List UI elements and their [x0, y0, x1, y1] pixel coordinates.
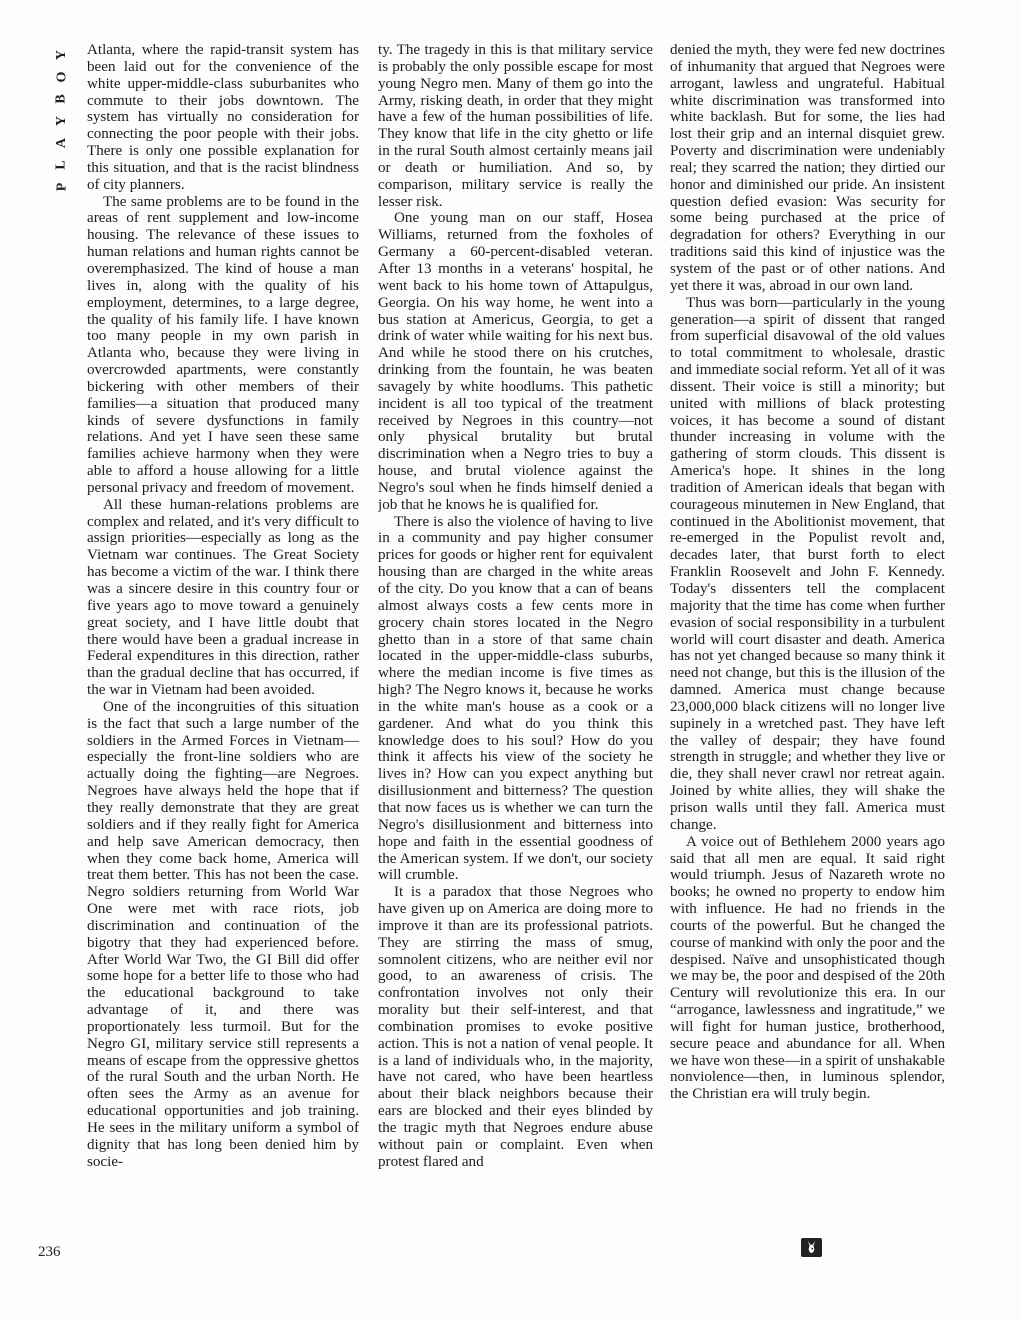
paragraph: A voice out of Bethlehem 2000 years ago said that all men are equal. It said right would triumph. Jesus of Nazareth wrote no books; he owned no property to endow him with influence. He had no friends in the courts of the powerful. But he changed the course of mankind with only the poor and the despised. Naïve and unsophisticated though we may be, the poor and despised of the 20th Century will revolutionize this era. In our “arrogance, lawlessness and ingratitude,” we will fight for human justice, brotherhood, secure peace and abundance for all. When we have won these—in a spirit of unshakable nonviolence—then, in luminous splendor, the Christian era will truly begin.	[670, 833, 945, 1103]
paragraph: It is a paradox that those Negroes who have given up on America are doing more to improve it than are its professional patriots. They are stirring the mass of smug, somnolent citizens, who are neither evil nor good, to an awareness of crisis. The confrontation involves not only their morality but their self-interest, and that combination promises to evoke positive action. This is not a nation of venal people. It is a land of individuals who, in the majority, have not cared, who have been heartless about their black neighbors because their ears are blocked and their eyes blinded by the tragic myth that Negroes endure abuse without pain or complaint. Even when protest flared and	[378, 884, 653, 1170]
paragraph: All these human-relations problems are complex and related, and it's very difficult to assign priorities—especially as long as the Vietnam war continues. The Great Society has become a victim of the war. I think there was a sincere desire in this country four or five years ago to move toward a genuinely great society, and I have little doubt that there would have been a gradual increase in Federal expenditures in this direction, rather than the gradual decline that has occurred, if the war in Vietnam had been avoided.	[87, 496, 359, 699]
paragraph: The same problems are to be found in the areas of rent supplement and low-income housing. The relevance of these issues to human relations and human rights cannot be overemphasized. The kind of house a man lives in, along with the quality of his employment, determines, to a large degree, the quality of his family life. I have known too many people in my own parish in Atlanta who, because they were living in overcrowded apartments, were constantly bickering with other members of their families—a situation that produced many kinds of severe dysfunctions in family relations. And yet I have seen these same families achieve harmony when they were able to afford a house allowing for a little personal privacy and freedom of movement.	[87, 193, 359, 496]
paragraph: Atlanta, where the rapid-transit system has been laid out for the convenience of the white upper-middle-class suburbanites who commute to their jobs downtown. The system has virtually no consideration for connecting the poor people with their jobs. There is only one possible explanation for this situation, and that is the racist blindness of city planners.	[87, 42, 359, 193]
running-head-letter: Y	[54, 115, 69, 127]
running-head-letter: A	[54, 137, 69, 149]
running-head-letter: B	[54, 94, 69, 104]
paragraph: Thus was born—particularly in the young generation—a spirit of dissent that ranged from superficial disavowal of the old values to total commitment to wholesale, drastic and immediate social reform. Yet all of it was dissent. Their voice is still a minority; but united with millions of black protesting voices, it has become a sound of distant thunder increasing in volume with the gathering of storm clouds. This dissent is America's hope. It shines in the long tradition of American ideals that began with courageous minutemen in New England, that continued in the Abolitionist movement, that re-emerged in the Populist revolt and, decades later, that burst forth to elect Franklin Roosevelt and John F. Kennedy. Today's dissenters tell the complacent majority that the time has come when further evasion of social responsibility in a turbulent world will court disaster and death. America has not yet changed because so many think it need not change, but this is the illusion of the damned. America must change because 23,000,000 black citizens will no longer live supinely in a wretched past. They have left the valley of despair; they have found strength in struggle; and whether they live or die, they shall never crawl nor retreat again. Joined by white allies, they will shake the prison walls until they fall. America must change.	[670, 294, 945, 833]
running-head-letter: O	[53, 71, 69, 83]
paragraph: There is also the violence of having to live in a community and pay higher consumer prices for goods or higher rent for equivalent housing than are charged in the white areas of the city. Do you know that a can of beans almost always costs a few cents more in grocery chain stores located in the Negro ghetto than in a store of that same chain located in the upper-middle-class suburbs, where the median income is five times as high? The Negro knows it, because he works in the white man's house as a cook or a gardener. And what do you think this knowledge does to his soul? How do you think it affects his view of the society he lives in? How can you expect anything but disillusionment and bitterness? The question that now faces us is whether we can turn the Negro's disillusionment and bitterness into hope and faith in the essential goodness of the American system. If we don't, our society will crumble.	[378, 513, 653, 884]
rabbit-head-icon	[801, 1238, 822, 1257]
running-head	[52, 44, 72, 198]
text-column-2	[378, 42, 653, 1262]
running-head-letter: P	[54, 182, 69, 192]
running-head-letter: Y	[54, 49, 69, 61]
paragraph: One young man on our staff, Hosea Williams, returned from the foxholes of Germany a 60-percent-disabled veteran. After 13 months in a veterans' hospital, he went back to his home town of Attapulgus, Georgia. On his way home, he went into a bus station at Americus, Georgia, to get a drink of water while waiting for his next bus. And while he stood there on his crutches, drinking from the fountain, he was beaten savagely by white hoodlums. This pathetic incident is all too typical of the treatment received by Negroes in this country—not only physical brutality but brutal discrimination when a Negro tries to buy a house, and brutal violence against the Negro's soul when he finds himself denied a job that he knows he is qualified for.	[378, 210, 653, 513]
rabbit-head-icon-glyph	[804, 1240, 819, 1255]
page-number: 236	[38, 1244, 61, 1260]
running-head-letter: L	[54, 160, 69, 170]
paragraph: ty. The tragedy in this is that military service is probably the only possible escape for most young Negro men. Many of them go into the Army, risking death, in order that they might have a few of the human possibilities of life. They know that life in the city ghetto or life in the rural South almost certainly means jail or death or humiliation. And so, by comparison, military service is really the lesser risk.	[378, 42, 653, 210]
paragraph: One of the incongruities of this situation is the fact that such a large number of the soldiers in the Armed Forces in Vietnam—especially the front-line soldiers who are actually doing the fighting—are Negroes. Negroes have always held the hope that if they really demonstrate that they are great soldiers and if they really fight for America and help save American democracy, then when they come back home, America will treat them better. This has not been the case. Negro soldiers returning from World War One were met with race riots, job discrimination and continuation of the bigotry that they had experienced before. After World War Two, the GI Bill did offer some hope for a better life to those who had the educational background to take advantage of it, and there was proportionately less turmoil. But for the Negro GI, military service still represents a means of escape from the oppressive ghettos of the rural South and the urban North. He often sees the Army as an avenue for educational opportunities and job training. He sees in the military uniform a symbol of dignity that has long been denied him by socie-	[87, 698, 359, 1170]
text-column-1	[87, 42, 359, 1262]
text-column-3	[670, 42, 945, 1262]
paragraph: denied the myth, they were fed new doctrines of inhumanity that argued that Negroes were arrogant, lawless and ungrateful. Habitual white discrimination was transformed into white backlash. But for some, the lies had lost their grip and an internal disquiet grew. Poverty and discrimination were undeniably real; they scarred the nation; they dirtied our honor and diminished our pride. An insistent question defied evasion: Was security for some being purchased at the price of degradation for others? Everything in our traditions said this kind of injustice was the system of the past or of other nations. And yet there it was, abroad in our own land.	[670, 42, 945, 294]
